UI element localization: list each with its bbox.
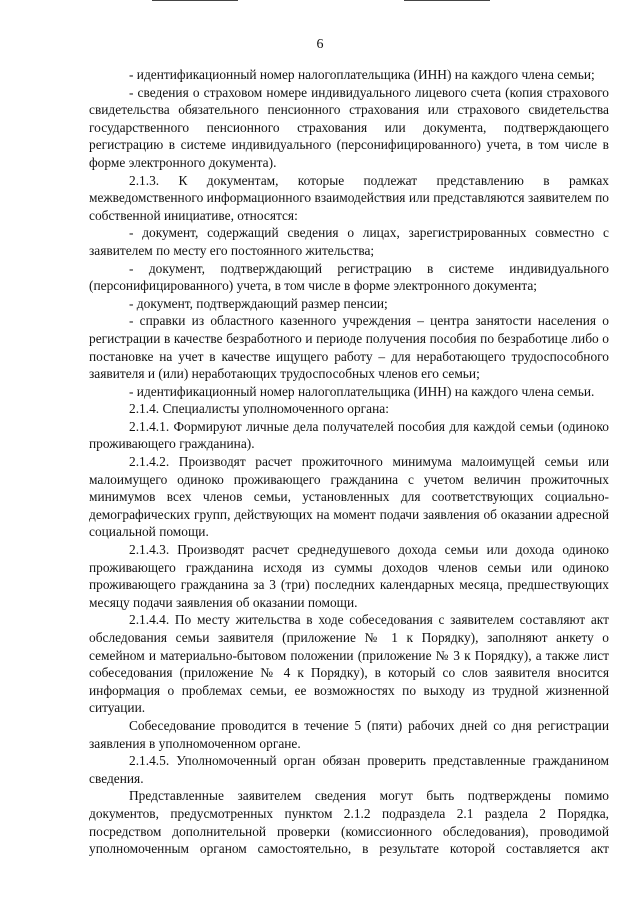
paragraph: 2.1.4.5. Уполномоченный орган обязан проверить представленные гражданином сведения. (89, 753, 609, 786)
paragraph: 2.1.4.1. Формируют личные дела получателей пособия для каждой семьи (одиноко проживающего гражданина). (89, 418, 609, 452)
paragraph: Представленные заявителем сведения могут быть подтверждены помимо документов, предусмотренных пунктом 2.1.2 подраздела 2.1 раздела 2 Порядка, посредством дополнительной проверки (комиссионного обследования), проводимой уполномоченным органом самостоятельно, в результате которой составляется акт (89, 788, 609, 857)
paragraph: 2.1.4. Специалисты уполномоченного органа: (129, 401, 389, 417)
paragraph: - справки из областного казенного учреждения – центра занятости населения о регистрации в качестве безработного и периоде получения пособия по безработице либо о постановке на учет в качестве ищущего работу – для неработающего трудоспособного заявителя и (или) неработающих трудоспособных членов его семьи; (89, 313, 609, 382)
scan-top-mark (404, 0, 490, 5)
paragraph: - сведения о страховом номере индивидуального лицевого счета (копия страхового свидетельства обязательного пенсионного страхования или страхового свидетельства государственного пенсионного страхования или документа, подтверждающего регистрацию в системе индивидуального (персонифицированного) учета, в том числе в форме электронного документа). (89, 84, 609, 170)
page-number: 6 (316, 37, 324, 52)
paragraph: 2.1.3. К документам, которые подлежат представлению в рамках межведомственного информационного взаимодействия или представляются заявителем по собственной инициативе, относятся: (89, 172, 609, 223)
paragraph: 2.1.4.2. Производят расчет прожиточного минимума малоимущей семьи или малоимущего одиноко проживающего гражданина с учетом величин прожиточных минимумов всех членов семьи, установленных для соответствующих социально-демографических групп, действующих на момент подачи заявления об оказании адресной социальной помощи. (89, 454, 609, 540)
paragraph: - документ, подтверждающий размер пенсии; (129, 295, 388, 311)
paragraph: - документ, содержащий сведения о лицах, зарегистрированных совместно с заявителем по месту его постоянного жительства; (89, 225, 609, 258)
paragraph: - идентификационный номер налогоплательщика (ИНН) на каждого члена семьи. (129, 383, 595, 399)
document-body (89, 66, 609, 858)
paragraph: 2.1.4.4. По месту жительства в ходе собеседования с заявителем составляют акт обследования семьи заявителя (приложение № 1 к Порядку), заполняют анкету о семейном и материально-бытовом положении (приложение № 3 к Порядку), а также лист собеседования (приложение № 4 к Порядку), в который со слов заявителя вносится информация о проблемах семьи, ее возможностях по выходу из трудной жизненной ситуации. (89, 612, 609, 716)
paragraph: - идентификационный номер налогоплательщика (ИНН) на каждого члена семьи; (129, 67, 595, 82)
paragraph: - документ, подтверждающий регистрацию в системе индивидуального (персонифицированного) учета, в том числе в форме электронного документа; (89, 260, 609, 294)
scan-top-mark (152, 0, 238, 5)
paragraph: 2.1.4.3. Производят расчет среднедушевого дохода семьи или дохода одиноко проживающего гражданина исходя из суммы доходов членов семьи или одиноко проживающего гражданина за 3 (три) последних календарных месяца, предшествующих месяцу подачи заявления об оказании помощи. (89, 542, 609, 610)
paragraph: Собеседование проводится в течение 5 (пяти) рабочих дней со дня регистрации заявления в уполномоченном органе. (89, 717, 609, 751)
